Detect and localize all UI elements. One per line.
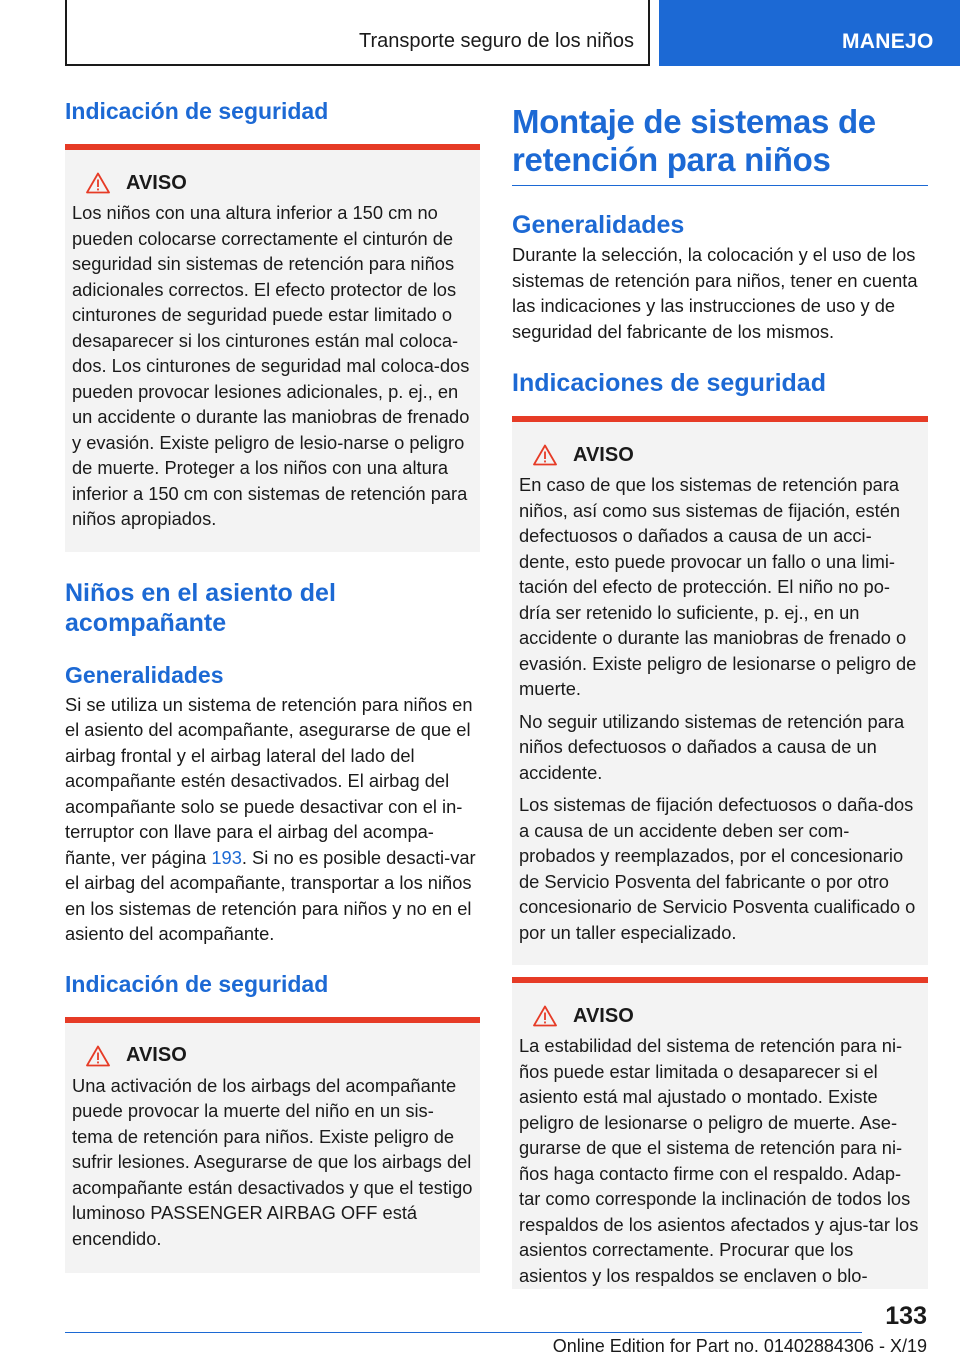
warning-header bbox=[519, 442, 921, 468]
heading-passenger-seat: Niños en el asiento del acompañante bbox=[65, 578, 336, 637]
warning-box-3 bbox=[512, 416, 928, 965]
warning-text: La estabilidad del sistema de retención para ni-ños puede estar limitada o desaparecer si el asiento está mal ajustado o montado. Existe peligro de lesionarse o peligro de muerte. Ase-gurarse de que el sistema de retención para ni-ños haga contacto firme con el respaldo. Adap-tar como corresponde la inclinación de todos los respaldos de los asientos afectados y ajus-tar los asientos correctamente. Procurar que los asientos y los respaldos se enclaven o blo- bbox=[519, 1035, 919, 1286]
heading-safety-notes: Indicaciones de seguridad bbox=[512, 369, 826, 397]
chapter-tab[interactable] bbox=[659, 0, 960, 66]
general-paragraph: Si se utiliza un sistema de retención para niños en el asiento del acompañante, asegurarse de que el airbag frontal y el airbag lateral del lado del acompañante estén desactivados. El airbag del acompañante solo se puede desactivar con el in-terruptor con llave para el airbag del acompa-ñante, ver página 193. Si no es posible desacti-var el airbag del acompañante, transportar a los niños en los sistemas de retención para niños y no en el asiento del acompañante. bbox=[65, 693, 476, 944]
warning-header bbox=[72, 170, 473, 196]
warning-triangle-icon bbox=[86, 172, 110, 194]
warning-triangle-icon bbox=[533, 444, 557, 466]
heading-safety-note-2: Indicación de seguridad bbox=[65, 970, 329, 997]
warning-text-3: Los sistemas de fijación defectuosos o daña-dos a causa de un accidente deben ser com-probados y reemplazados, por el concesionario de Servicio Posventa del fabricante o por otro concesionario de Servicio Posventa cualificado o por un taller especializado. bbox=[519, 794, 916, 943]
heading-mounting: Montaje de sistemas de retención para niños bbox=[512, 103, 876, 178]
right-column bbox=[512, 103, 928, 1289]
warning-header bbox=[72, 1043, 473, 1069]
left-column bbox=[65, 96, 480, 1273]
warning-triangle-icon bbox=[533, 1005, 557, 1027]
warning-label: AVISO bbox=[126, 171, 187, 194]
warning-text: Los niños con una altura inferior a 150 cm no pueden colocarse correctamente el cinturón de seguridad sin sistemas de retención para niños adicionales correctos. El efecto protector de los cinturones de seguridad puede estar limitado o desaparecer si los cinturones están mal coloca-dos. Los cinturones de seguridad mal coloca-dos pueden provocar lesiones adicionales, p. ej., en un accidente o durante las maniobras de frenado y evasión. Existe peligro de lesio-narse o peligro de muerte. Proteger a los niños con una altura inferior a 150 cm con sistemas de retención para niños apropiados. bbox=[72, 202, 470, 529]
warning-label: AVISO bbox=[573, 443, 634, 466]
heading-underline bbox=[512, 185, 928, 186]
warning-text: Una activación de los airbags del acompañante puede provocar la muerte del niño en un sis-tema de retención para niños. Existe peligro de sufrir lesiones. Asegurarse de que los airbags del acompañante están desactivados y que el testigo luminoso PASSENGER AIRBAG OFF está encendido. bbox=[72, 1074, 473, 1249]
heading-safety-note: Indicación de seguridad bbox=[65, 98, 329, 124]
warning-text-1: En caso de que los sistemas de retención para niños, así como sus sistemas de fijación, estén defectuosos o dañados a causa de un acci-dente, esto puede provocar un fallo o una limi-tación del efecto de protección. El niño no po-dría ser retenido lo suficiente, p. ej., en un accidente o durante las maniobras de frenado o evasión. Existe peligro de lesionarse o peligro de muerte. bbox=[519, 474, 917, 699]
section-title: Transporte seguro de los niños bbox=[359, 30, 634, 52]
warning-text-2: No seguir utilizando sistemas de retención para niños defectuosos o dañados a causa de un accidente. bbox=[519, 710, 905, 783]
warning-box bbox=[65, 144, 480, 552]
warning-box-2 bbox=[65, 1017, 480, 1274]
footer-divider bbox=[65, 1332, 862, 1333]
page-reference-link[interactable]: 193 bbox=[211, 846, 242, 868]
warning-box-4 bbox=[512, 977, 928, 1289]
page-number: 133 bbox=[885, 1302, 927, 1330]
footer-edition: Online Edition for Part no. 01402884306 - X/19 bbox=[552, 1336, 927, 1356]
warning-triangle-icon bbox=[86, 1045, 110, 1067]
warning-label: AVISO bbox=[126, 1044, 187, 1066]
header-frame bbox=[65, 0, 650, 66]
general-paragraph-right: Durante la selección, la colocación y el uso de los sistemas de retención para niños, tener en cuenta las indicaciones y las instrucciones de uso y de seguridad del fabricante de los mismos. bbox=[512, 244, 918, 342]
heading-general: Generalidades bbox=[65, 661, 224, 688]
warning-label: AVISO bbox=[573, 1004, 634, 1027]
chapter-tab-label: MANEJO bbox=[842, 30, 934, 53]
heading-general-right: Generalidades bbox=[512, 211, 685, 239]
warning-header bbox=[519, 1003, 921, 1029]
